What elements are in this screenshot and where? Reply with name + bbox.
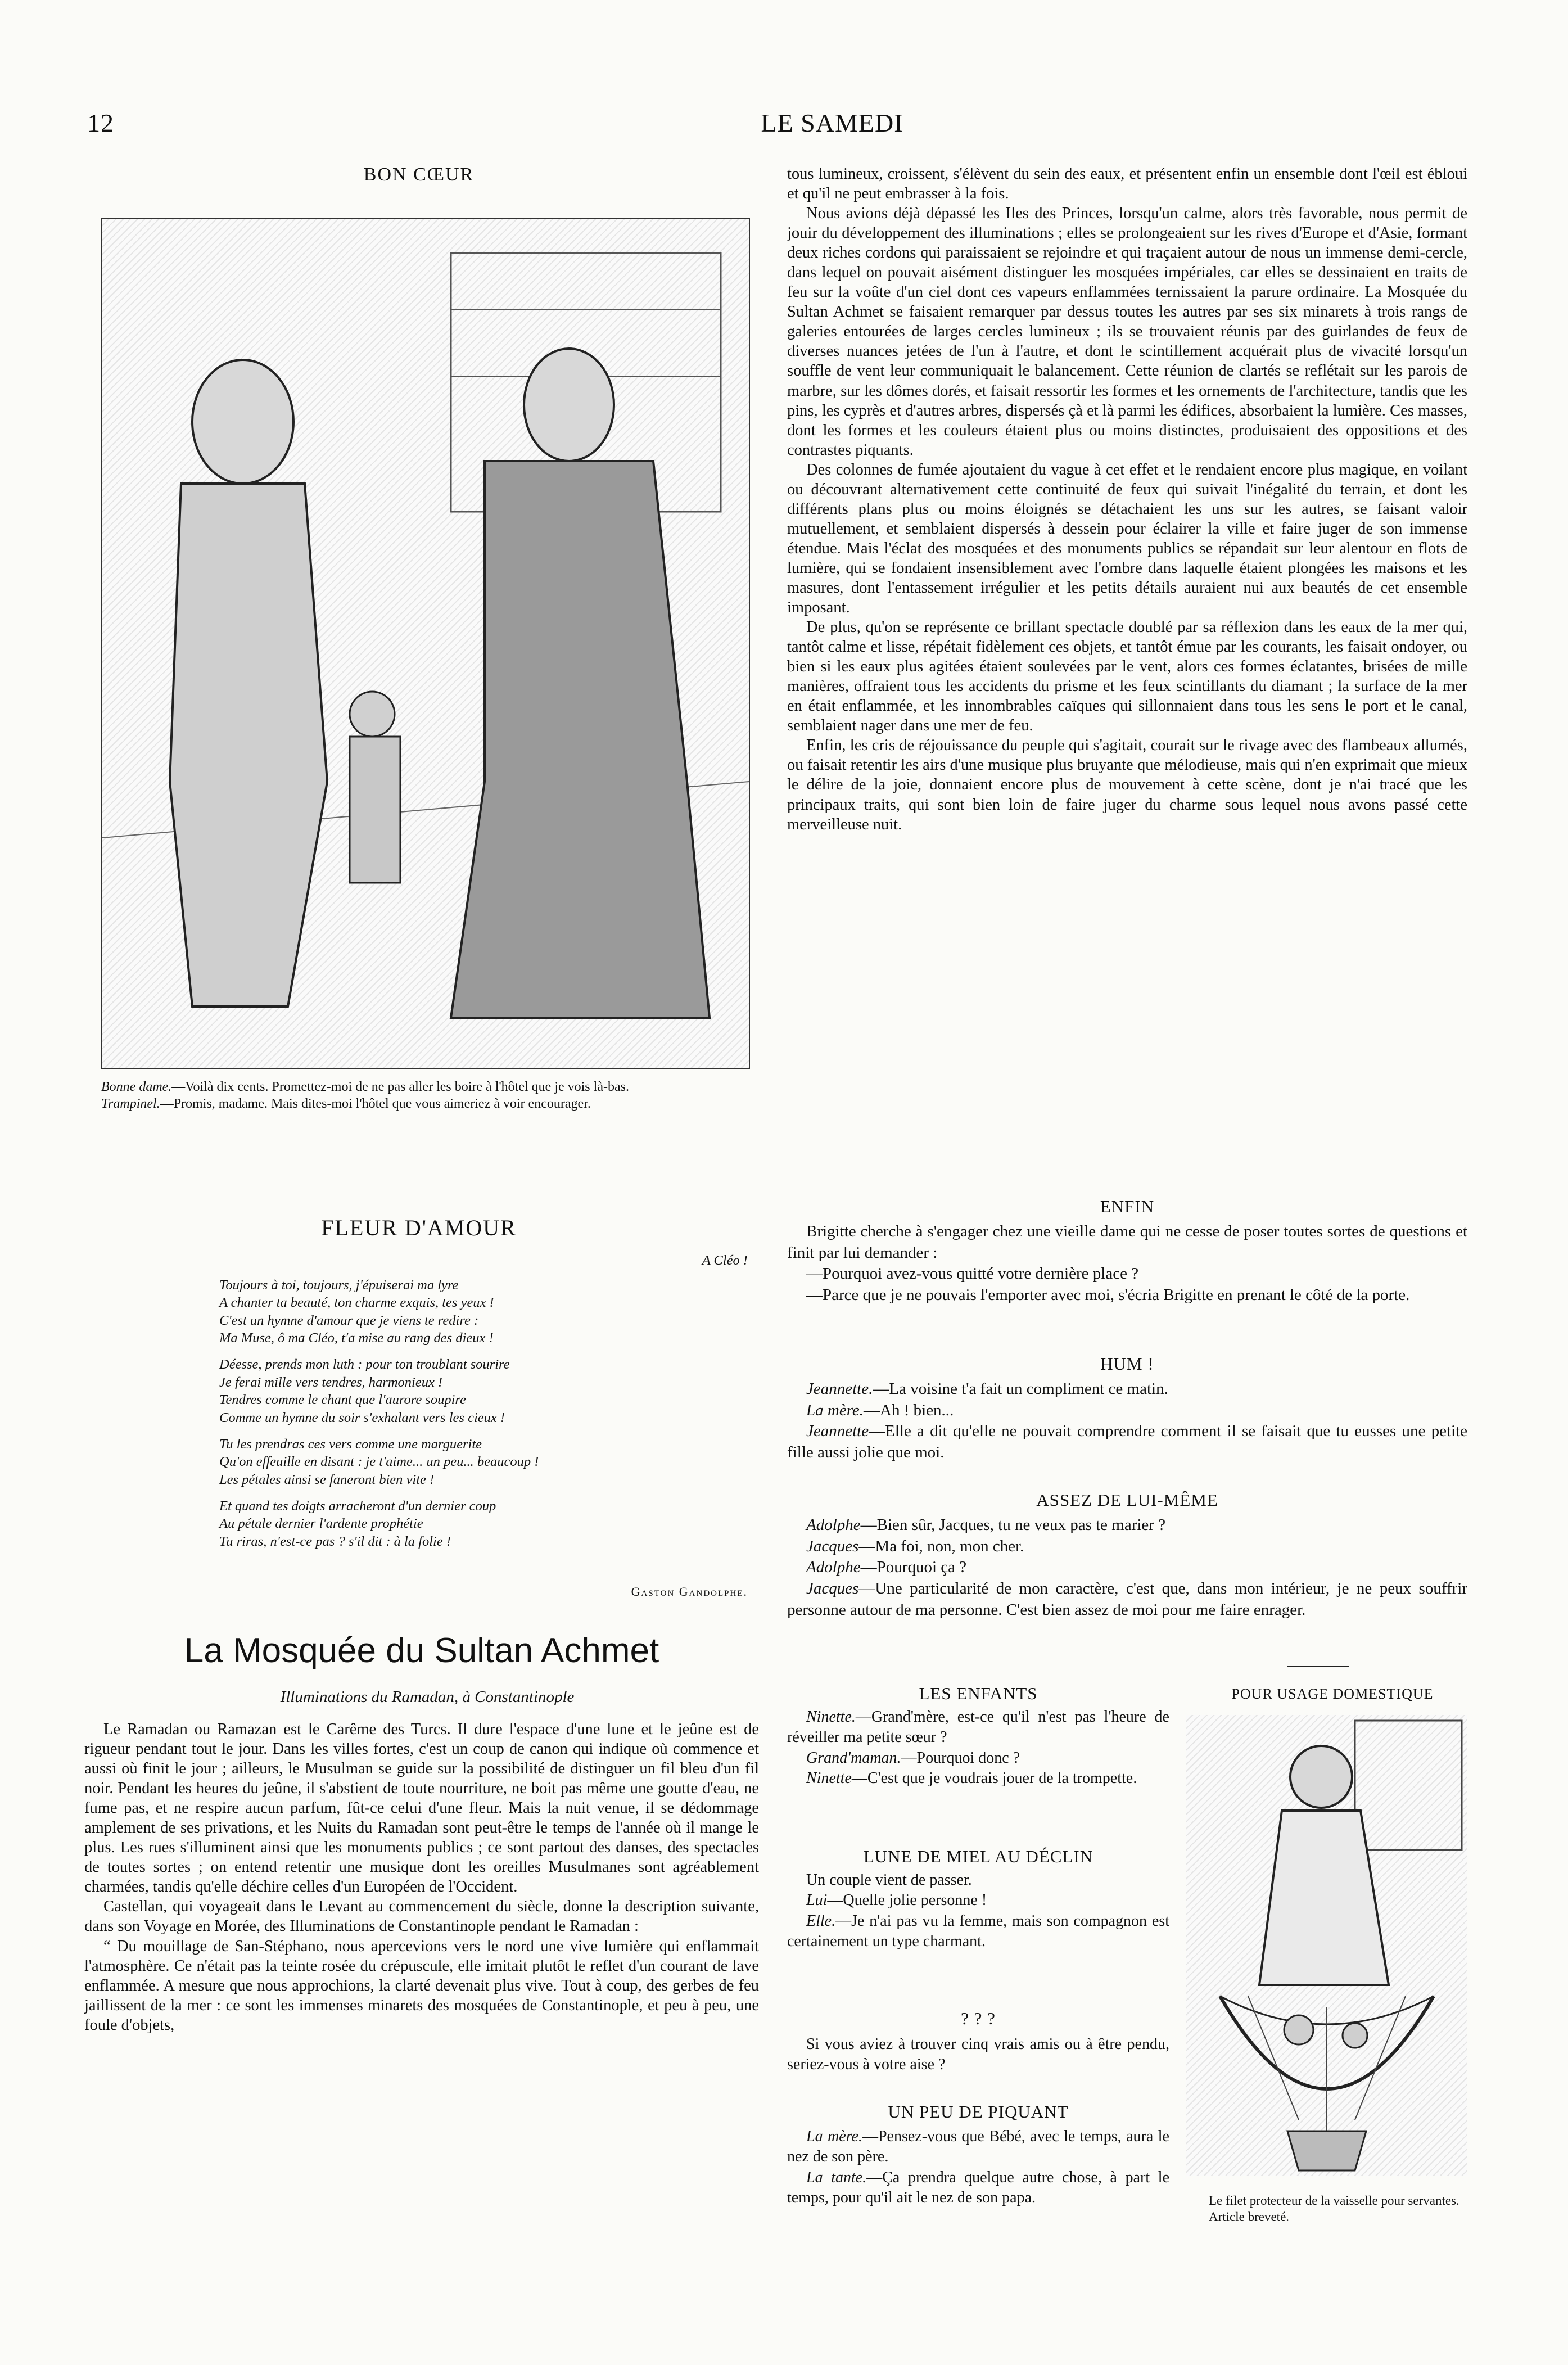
paragraph: —Parce que je ne pouvais l'emporter avec moi, s'écria Brigitte en prenant le côté de la porte.	[806, 1286, 1410, 1305]
speaker: Adolphe	[806, 1558, 861, 1577]
page-number: 12	[87, 109, 114, 137]
section-divider	[1287, 1666, 1349, 1667]
line-text: —C'est que je voudrais jouer de la trompette.	[851, 1770, 1137, 1788]
poem-line: Et quand tes doigts arracheront d'un dernier coup	[219, 1498, 496, 1514]
line-text: —Grand'mère, est-ce qu'il n'est pas l'heure de réveiller ma petite sœur ?	[787, 1708, 1169, 1746]
paragraph: “ Du mouillage de San-Stéphano, nous apercevions vers le nord une vive lumière qui enflammait l'atmosphère. Ce n'était pas la teinte rosée du crépuscule, elle imitait plutôt le reflet d'un courant de lave enflammée. A mesure que nous approchions, la clarté devenait plus vive. Tout à coup, des gerbes de feu jaillissent de la mer : ce sont les immenses minarets des mosquées de Constantinople, et peu à peu, une foule d'objets,	[84, 1937, 759, 2034]
speaker: Ninette.	[806, 1708, 856, 1726]
speaker: La tante.	[806, 2168, 867, 2186]
fleur-poem	[219, 1276, 748, 1559]
mosquee-column-1	[84, 1719, 759, 2035]
speaker: Jeannette.	[806, 1380, 873, 1398]
paragraph: Le Ramadan ou Ramazan est le Carême des Turcs. Il dure l'espace d'une lune et le jeûne est de rigueur pendant tout le jour. Dans les villes fortes, c'est un coup de canon qui indique où commence et aussi où finit le jour ; ailleurs, le Musulman se guide sur la possibilité de distinguer un fil bleu d'un fil noir. Pendant les heures du jeûne, il s'abstient de toute nourriture, ne boit pas même une goutte d'eau, ne fume pas, et ne respire aucun parfum, fût-ce celui d'une fleur. Mais la nuit venue, il se dédommage amplement de ses privations, et les Nuits du Ramadan sont peut-être le temps de l'année où il mange le plus. Les rues s'illuminent ainsi que les monuments publics ; ce sont partout des danses, des spectacles de toutes sortes ; on entend retentir une musique dont les oreilles Musulmanes sont agréablement charmées, tandis qu'elle déchire celles d'un Européen de l'Occident.	[84, 1721, 759, 1896]
speaker: Ninette	[806, 1770, 852, 1788]
lune-text	[787, 1870, 1169, 1952]
piquant-title: UN PEU DE PIQUANT	[888, 2102, 1069, 2122]
speaker: Adolphe	[806, 1516, 861, 1534]
caption-speaker: Bonne dame.	[101, 1080, 172, 1094]
line-text: —Pourquoi donc ?	[901, 1749, 1020, 1767]
speaker: La mère.	[806, 1401, 864, 1419]
poem-line: Déesse, prends mon luth : pour ton troublant sourire	[219, 1357, 510, 1373]
enfants-title: LES ENFANTS	[919, 1684, 1038, 1703]
usage-illustration	[1186, 1715, 1467, 2176]
line-text: —Bien sûr, Jacques, tu ne veux pas te marier ?	[860, 1516, 1166, 1534]
caption-text: Le filet protecteur de la vaisselle pour servantes. Article breveté.	[1209, 2194, 1459, 2224]
journal-title: LE SAMEDI	[761, 109, 903, 137]
poem-line: Qu'on effeuille en disant : je t'aime... un peu... beaucoup !	[219, 1454, 539, 1470]
questions-text	[787, 2034, 1169, 2075]
paragraph: Castellan, qui voyageait dans le Levant au commencement du siècle, donne la description suivante, dans son Voyage en Morée, des Illuminations de Constantinople pendant le Ramadan :	[84, 1898, 759, 1935]
paragraph: —Pourquoi avez-vous quitté votre dernière place ?	[806, 1265, 1139, 1283]
questions-title: ? ? ?	[961, 2009, 996, 2028]
speaker: La mère.	[806, 2128, 862, 2145]
enfin-text	[787, 1221, 1467, 1306]
speaker: Jacques	[806, 1579, 859, 1598]
poem-line: Toujours à toi, toujours, j'épuiserai ma lyre	[219, 1278, 459, 1293]
line-text: —Ma foi, non, mon cher.	[858, 1537, 1024, 1555]
poem-line: C'est un hymne d'amour que je viens te redire :	[219, 1312, 479, 1328]
bon-coeur-drawing	[102, 219, 749, 1068]
assez-text	[787, 1515, 1467, 1621]
paragraph: Des colonnes de fumée ajoutaient du vague à cet effet et le rendaient encore plus magique, en voilant ou découvrant alternativement cette continuité de feux qui suivait l'inégalité du terrain, et dont les différents plans plus ou moins éloignés se détachaient les uns sur les autres, se faisant valoir mutuellement, et semblaient dispersés à dessein pour éclairer la ville et faire juger de son immense étendue. Mais l'éclat des mosquées et des monuments publics se répandait sur leur alentour en flots de lumière, qui se fondaient insensiblement avec l'ombre dans laquelle étaient plongées les maisons et les masures, dont l'entassement irrégulier et les petits détails auraient nui aux beautés de cet ensemble imposant.	[787, 461, 1467, 617]
line-text: —Ah ! bien...	[864, 1401, 954, 1419]
poem-line: Tu les prendras ces vers comme une marguerite	[219, 1436, 482, 1452]
poem-stanza	[219, 1436, 748, 1488]
caption-speaker: Trampinel.	[101, 1096, 160, 1111]
paragraph: tous lumineux, croissent, s'élèvent du sein des eaux, et présentent enfin un ensemble dont l'œil est ébloui et qu'il ne peut embrasser à la fois.	[787, 165, 1467, 203]
enfants-text	[787, 1707, 1169, 1789]
line-text: —La voisine t'a fait un compliment ce matin.	[873, 1380, 1168, 1398]
fleur-title: FLEUR D'AMOUR	[321, 1215, 517, 1240]
line-text: —Une particularité de mon caractère, c'est que, dans mon intérieur, je ne peux souffrir personne autour de ma personne. C'est bien assez de moi pour me faire enrager.	[787, 1579, 1467, 1619]
paragraph: De plus, qu'on se représente ce brillant spectacle doublé par sa réflexion dans les eaux de la mer qui, tantôt calme et lisse, répétait fidèlement ces objets, et tantôt émue par les courants, les faisait ondoyer, ou bien si les eaux plus agitées étaient soulevées par le vent, alors ces formes éclatantes, brisées de mille manières, offraient tous les accidents du prisme et les feux scintillants du diamant ; la surface de la mer en était enflammée, et les innombrables caïques qui sillonnaient dans tous les sens le port et le canal, semblaient nager dans une mer de feu.	[787, 619, 1467, 735]
line-text: —Elle a dit qu'elle ne pouvait comprendre comment il se faisait que tu eusses une petite fille aussi jolie que moi.	[787, 1422, 1467, 1462]
poem-stanza	[219, 1356, 748, 1426]
paragraph: Nous avions déjà dépassé les Iles des Princes, lorsqu'un calme, alors très favorable, nous permit de jouir du développement des illuminations ; elles se prolongeaient sur les rives d'Europe et d'Asie, formant deux riches cordons qui paraissaient se rejoindre et qui traçaient autour de nous un immense demi-cercle, dans lequel on pouvait aisément distinguer les mosquées impériales, car elles se dessinaient en traits de feu sur la voûte d'un ciel dont ces vapeurs enflammées ternissaient la parure ordinaire. La Mosquée du Sultan Achmet se faisaient remarquer par dessus toutes les autres par ses six minarets à trois rangs de galeries entourées de larges cercles lumineux ; ils se trouvaient réunis par des guirlandes de feux de diverses nuances jetées de l'un à l'autre, et dont le scintillement acquérait plus de vivacité lorsqu'un souffle de vent leur communiquait le balancement. Cette réunion de clartés se reflétait sur les parois de marbre, sur les dômes dorés, et faisait ressortir les formes et les ornements de l'architecture, tandis que les pins, les cyprès et d'autres arbres, dispersés çà et là parmi les édifices, absorbaient la lumière. Ces masses, dont les formes et les couleurs étaient plus ou moins distinctes, produisaient des oppositions et des contrastes piquants.	[787, 205, 1467, 459]
paragraph: Brigitte cherche à s'engager chez une vieille dame qui ne cesse de poser toutes sortes de questions et finit par lui demander :	[787, 1222, 1467, 1262]
speaker: Lui	[806, 1892, 828, 1910]
usage-caption	[1209, 2193, 1462, 2226]
line-text: —Ça prendra quelque autre chose, à part le temps, pour qu'il ait le nez de son papa.	[787, 2168, 1170, 2207]
poem-line: Tu riras, n'est-ce pas ? s'il dit : à la folie !	[219, 1533, 451, 1549]
poem-line: A chanter ta beauté, ton charme exquis, tes yeux !	[219, 1295, 494, 1311]
servant-drawing	[1186, 1715, 1467, 2176]
poem-line: Ma Muse, ô ma Cléo, t'a mise au rang des dieux !	[219, 1330, 494, 1346]
speaker: Jeannette	[806, 1422, 869, 1441]
assez-title: ASSEZ DE LUI-MÊME	[1036, 1490, 1218, 1510]
bon-coeur-title: BON CŒUR	[363, 164, 475, 185]
caption-text: —Promis, madame. Mais dites-moi l'hôtel que vous aimeriez à voir encourager.	[160, 1096, 591, 1111]
lune-title: LUNE DE MIEL AU DÉCLIN	[863, 1847, 1093, 1866]
paragraph: Si vous aviez à trouver cinq vrais amis ou à être pendu, seriez-vous à votre aise ?	[787, 2035, 1169, 2074]
poem-line: Comme un hymne du soir s'exhalant vers les cieux !	[219, 1410, 505, 1425]
mosquee-title: La Mosquée du Sultan Achmet	[184, 1631, 659, 1670]
line-text: —Quelle jolie personne !	[827, 1892, 987, 1910]
poem-line: Tendres comme le chant que l'aurore soupire	[219, 1392, 466, 1408]
poem-line: Les pétales ainsi se faneront bien vite !	[219, 1472, 435, 1487]
fleur-author: Gaston Gandolphe.	[631, 1585, 748, 1599]
speaker: Elle.	[806, 1912, 836, 1930]
paragraph: Enfin, les cris de réjouissance du peuple qui s'agitait, courait sur le rivage avec des flambeaux allumés, ou faisait retentir les airs d'une musique plus bruyante que mélodieuse, mais qui n'en exprimait que mieux le délire de la joie, donnaient encore plus de mouvement à cette scène, dont je n'ai tracé que les principaux traits, qui sont bien loin de faire juger du charme sous lequel nous avons passé cette merveilleuse nuit.	[787, 737, 1467, 833]
hum-title: HUM !	[1100, 1354, 1154, 1374]
fleur-dedication: A Cléo !	[702, 1253, 748, 1268]
speaker: Grand'maman.	[806, 1749, 901, 1767]
mosquee-subtitle: Illuminations du Ramadan, à Constantinople	[280, 1688, 575, 1706]
poem-stanza	[219, 1276, 748, 1347]
poem-line: Je ferai mille vers tendres, harmonieux !	[219, 1374, 443, 1390]
enfin-title: ENFIN	[1100, 1197, 1155, 1216]
piquant-text	[787, 2127, 1169, 2209]
poem-line: Au pétale dernier l'ardente prophétie	[219, 1516, 423, 1532]
bon-coeur-caption	[101, 1078, 748, 1112]
mosquee-column-2	[787, 164, 1467, 834]
poem-stanza	[219, 1497, 748, 1550]
line-text: —Pensez-vous que Bébé, avec le temps, aura le nez de son père.	[787, 2128, 1169, 2166]
hum-text	[787, 1379, 1467, 1464]
line-text: —Pourquoi ça ?	[860, 1558, 967, 1577]
line-text: —Je n'ai pas vu la femme, mais son compagnon est certainement un type charmant.	[787, 1912, 1169, 1951]
usage-title: POUR USAGE DOMESTIQUE	[1231, 1686, 1434, 1702]
speaker: Jacques	[806, 1537, 859, 1555]
caption-text: —Voilà dix cents. Promettez-moi de ne pas aller les boire à l'hôtel que je vois là-bas.	[171, 1080, 629, 1094]
bon-coeur-illustration	[101, 218, 750, 1069]
line-text: Un couple vient de passer.	[806, 1871, 972, 1889]
